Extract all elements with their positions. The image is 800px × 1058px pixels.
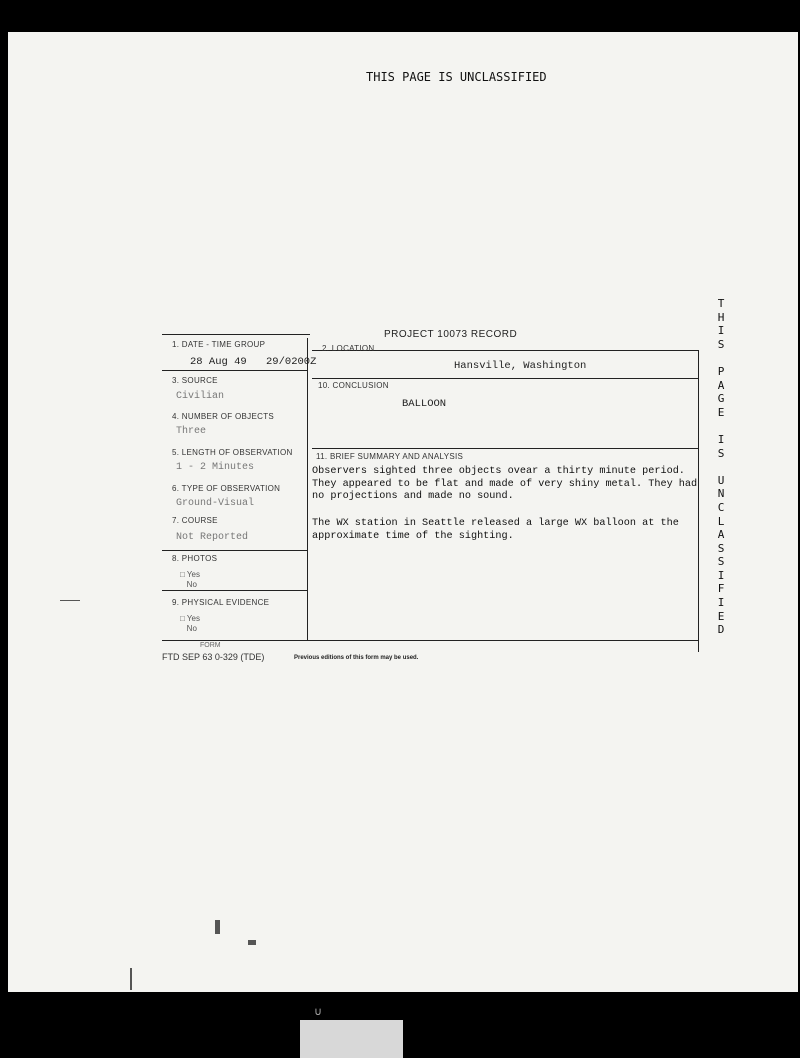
- scan-speck: [130, 968, 132, 990]
- side-stamp-letter: F: [717, 582, 725, 596]
- frame-line: [162, 590, 308, 591]
- frame-line: [162, 370, 308, 371]
- side-stamp-letter: S: [717, 541, 725, 555]
- conclusion-value: BALLOON: [402, 398, 447, 410]
- frame-line: [312, 448, 698, 449]
- side-stamp-letter: I: [717, 324, 725, 338]
- side-stamp-letter: I: [717, 568, 725, 582]
- project-title: PROJECT 10073 RECORD: [384, 329, 518, 340]
- source-label: 3. SOURCE: [172, 376, 218, 385]
- physical-yes-option: □ Yes: [180, 614, 200, 623]
- summary-line: Observers sighted three objects ovear a thirty minute period.: [312, 466, 685, 477]
- side-stamp-letter: L: [717, 514, 725, 528]
- side-stamp-letter: S: [717, 337, 725, 351]
- date-label: 1. DATE - TIME GROUP: [172, 340, 266, 349]
- location-value: Hansville, Washington: [454, 360, 587, 372]
- scan-speck: [60, 600, 80, 601]
- length-value: 1 - 2 Minutes: [176, 462, 255, 473]
- footer-note: Previous editions of this form may be used.: [294, 655, 419, 661]
- scan-tab: [300, 1020, 403, 1058]
- analysis-line: The WX station in Seattle released a large WX balloon at the: [312, 518, 679, 529]
- summary-line: no projections and made no sound.: [312, 491, 514, 502]
- side-stamp-letter: P: [717, 364, 725, 378]
- side-stamp-letter: E: [717, 609, 725, 623]
- side-stamp-letter: A: [717, 528, 725, 542]
- physical-no-option: No: [186, 624, 197, 633]
- side-stamp-letter: S: [717, 555, 725, 569]
- summary-label: 11. BRIEF SUMMARY AND ANALYSIS: [316, 452, 464, 461]
- analysis-text: [312, 518, 679, 543]
- conclusion-label: 10. CONCLUSION: [318, 381, 389, 390]
- side-stamp-letter: T: [717, 297, 725, 310]
- side-stamp-letter: C: [717, 500, 725, 514]
- frame-line: [162, 334, 310, 335]
- side-stamp-letter: N: [717, 487, 725, 501]
- side-stamp-letter: A: [717, 378, 725, 392]
- side-stamp-letter: S: [717, 446, 725, 460]
- side-stamp-letter: I: [717, 596, 725, 610]
- type-label: 6. TYPE OF OBSERVATION: [172, 484, 281, 493]
- side-stamp-letter: G: [717, 392, 725, 406]
- side-stamp-letter: E: [717, 405, 725, 419]
- side-stamp-letter: H: [717, 310, 725, 324]
- footer-form-label: FORM: [200, 642, 221, 649]
- summary-line: They appeared to be flat and made of very shiny metal. They had: [312, 478, 698, 490]
- objects-label: 4. NUMBER OF OBJECTS: [172, 412, 275, 421]
- photos-label: 8. PHOTOS: [172, 554, 218, 563]
- frame-line: [698, 350, 699, 652]
- source-value: Civilian: [176, 391, 225, 402]
- course-label: 7. COURSE: [172, 516, 218, 525]
- photos-no-option: No: [186, 580, 197, 589]
- length-label: 5. LENGTH OF OBSERVATION: [172, 448, 293, 457]
- page-header: THIS PAGE IS UNCLASSIFIED: [366, 70, 547, 84]
- footer-form-code: FTD SEP 63 0-329 (TDE): [162, 652, 265, 662]
- scan-speck: [248, 940, 256, 945]
- scan-speck: [215, 920, 220, 934]
- side-stamp-letter: I: [717, 432, 725, 446]
- frame-line: [307, 338, 308, 640]
- frame-line: [162, 550, 308, 551]
- date-value: 28 Aug 49: [190, 356, 247, 368]
- summary-text: [312, 466, 697, 504]
- record-form: [162, 320, 718, 660]
- location-label: 2. LOCATION: [322, 344, 375, 353]
- frame-line: [312, 378, 698, 379]
- course-value: Not Reported: [176, 532, 249, 543]
- side-stamp-letter: D: [717, 623, 725, 637]
- binder-ring-icon: ∪: [314, 1005, 323, 1018]
- objects-value: Three: [176, 426, 207, 437]
- side-stamp-letter: U: [717, 473, 725, 487]
- photos-yes-option: □ Yes: [180, 570, 200, 579]
- type-value: Ground-Visual: [176, 498, 255, 509]
- physical-evidence-label: 9. PHYSICAL EVIDENCE: [172, 598, 270, 607]
- time-value: 29/0200Z: [266, 356, 317, 368]
- analysis-line: approximate time of the sighting.: [312, 530, 514, 542]
- frame-line: [162, 640, 698, 641]
